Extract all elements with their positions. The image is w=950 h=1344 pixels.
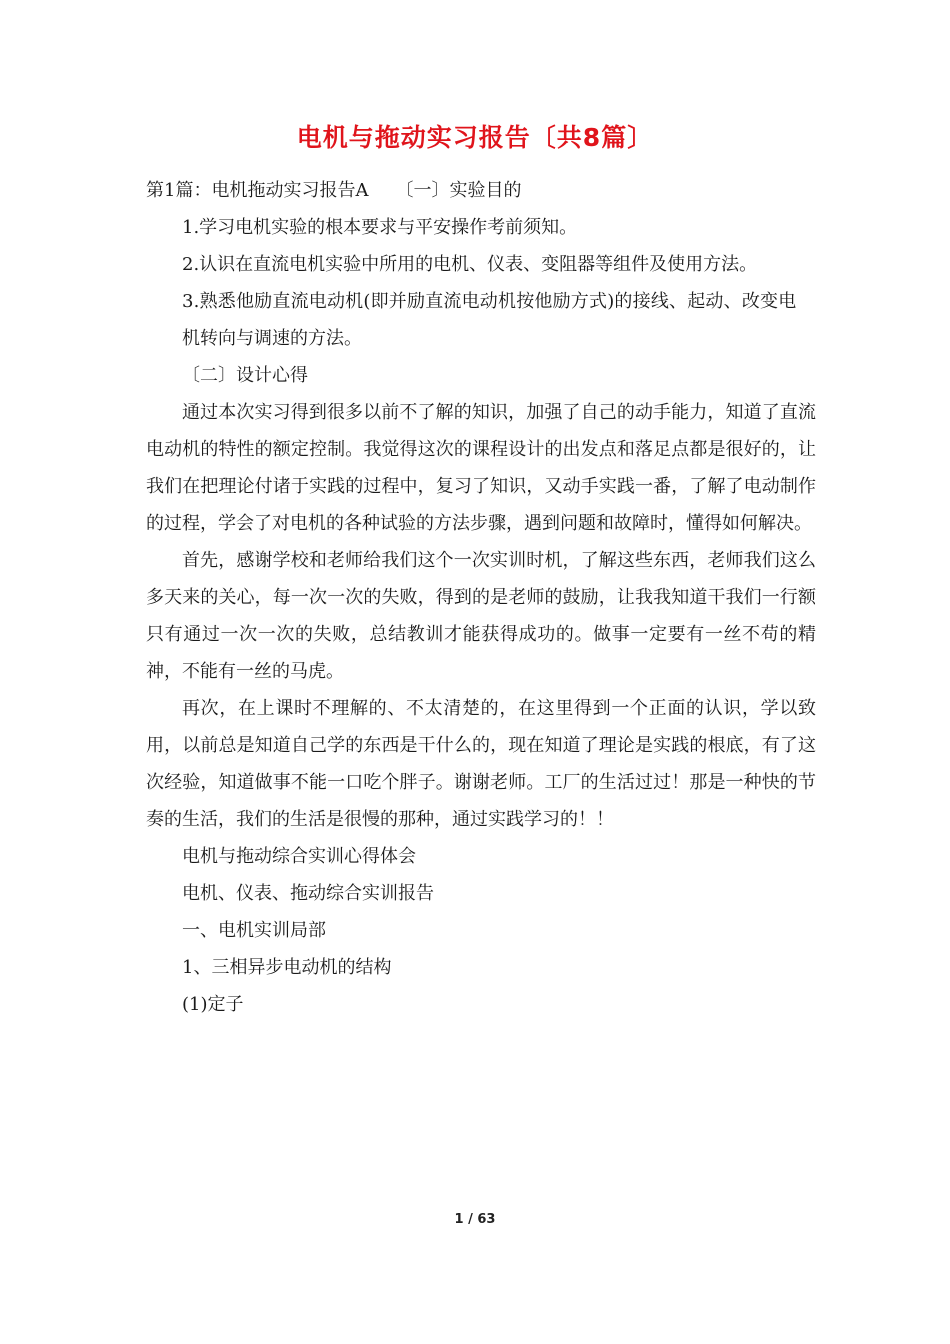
paragraph: (1)定子 bbox=[182, 994, 244, 1015]
paragraph: 再次，在上课时不理解的、不太清楚的，在这里得到一个正面的认识，学以致用，以前总是知道自己学的东西是干什么的，现在知道了理论是实践的根底，有了这次经验，知道做事不能一口吃个胖子。谢谢老师。工厂的生活过过！那是一种快的节奏的生活，我们的生活是很慢的那种，通过实践学习的！！ bbox=[146, 698, 816, 830]
paragraph: 一、电机实训局部 bbox=[182, 920, 326, 941]
paragraph: 1.学习电机实验的根本要求与平安操作考前须知。 bbox=[182, 217, 578, 238]
paragraph: 电机与拖动综合实训心得体会 bbox=[182, 846, 416, 867]
paragraph: 〔二〕设计心得 bbox=[182, 365, 308, 386]
paragraph: 1、三相异步电动机的结构 bbox=[182, 957, 392, 978]
document-title: 电机与拖动实习报告〔共8篇〕 bbox=[296, 123, 654, 152]
paragraph: 通过本次实习得到很多以前不了解的知识，加强了自己的动手能力，知道了直流电动机的特性的额定控制。我觉得这次的课程设计的出发点和落足点都是很好的，让我们在把理论付诸于实践的过程中，复习了知识，又动手实践一番，了解了电动制作的过程，学会了对电机的各种试验的方法步骤，遇到问题和故障时，懂得如何解决。 bbox=[146, 402, 816, 534]
document-body bbox=[146, 172, 816, 1023]
paragraph: 首先，感谢学校和老师给我们这个一次实训时机，了解这些东西，老师我们这么多天来的关心，每一次一次的失败，得到的是老师的鼓励，让我我知道干我们一行额只有通过一次一次的失败，总结教训才能获得成功的。做事一定要有一丝不苟的精神，不能有一丝的马虎。 bbox=[146, 550, 816, 682]
paragraph: 机转向与调速的方法。 bbox=[182, 328, 362, 349]
paragraph: 2.认识在直流电机实验中所用的电机、仪表、变阻器等组件及使用方法。 bbox=[182, 254, 758, 275]
paragraph: 3.熟悉他励直流电动机(即并励直流电动机按他励方式)的接线、起动、改变电 bbox=[182, 291, 797, 312]
section-heading: 第1篇：电机拖动实习报告A 〔一〕实验目的 bbox=[146, 180, 522, 201]
paragraph: 电机、仪表、拖动综合实训报告 bbox=[182, 883, 434, 904]
page-number: 1 / 63 bbox=[454, 1212, 496, 1227]
